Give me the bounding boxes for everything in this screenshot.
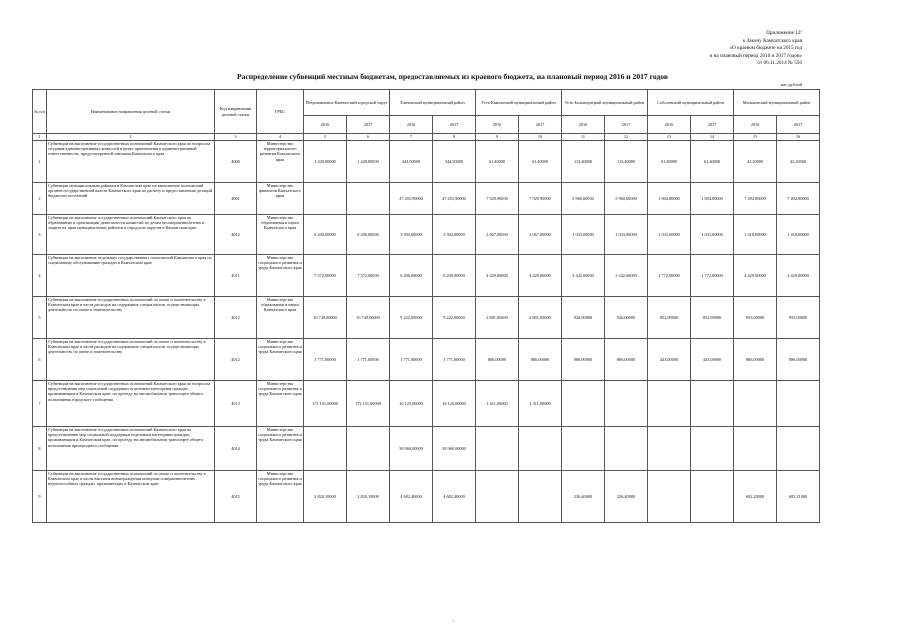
row-value: 926,00000	[605, 297, 648, 339]
row-value: 226,40000	[562, 471, 605, 523]
row-value: 3 342,00000	[605, 255, 648, 297]
row-value: 1 411,00000	[476, 381, 519, 427]
row-value: 1 772,00000	[648, 255, 691, 297]
row-grbs: Министерство образования и науки Камчатского края	[257, 297, 304, 339]
row-value	[347, 427, 390, 471]
row-value: 1 771,00000	[304, 339, 347, 381]
row-value: 226,40000	[605, 471, 648, 523]
column-number: 12	[605, 134, 648, 141]
column-number: 1	[33, 134, 47, 141]
row-value	[691, 427, 734, 471]
header-district: Соболевский муниципальный район	[648, 90, 734, 116]
column-number: 7	[390, 134, 433, 141]
header-district: Мильковский муниципальный район	[734, 90, 820, 116]
header-year: 2016	[476, 116, 519, 134]
subvention-table	[32, 89, 820, 523]
row-value: 1 418,00000	[734, 215, 777, 255]
row-value: 61,40000	[519, 141, 562, 183]
row-grbs: Министерство социального развития и труда Камчатского края	[257, 381, 304, 427]
row-value: 4 682,40000	[433, 471, 476, 523]
row-value: 47 455,90000	[390, 183, 433, 215]
row-value: 1 771,00000	[433, 339, 476, 381]
row-value: 7 929,90000	[476, 183, 519, 215]
row-value: 4 429,00000	[734, 255, 777, 297]
row-code: 4008	[215, 141, 257, 183]
row-value: 113,40000	[562, 141, 605, 183]
row-value: 4 429,00000	[519, 255, 562, 297]
row-value: 61,40000	[648, 141, 691, 183]
column-number: 9	[476, 134, 519, 141]
row-value: 1 429,80000	[304, 141, 347, 183]
table-row	[33, 339, 820, 381]
row-value: 16 749,00000	[347, 297, 390, 339]
row-value: 61,40000	[691, 141, 734, 183]
column-number: 10	[519, 134, 562, 141]
row-value: 3 392,00000	[390, 215, 433, 255]
row-value: 2 801,00000	[476, 297, 519, 339]
row-value: 16 749,00000	[304, 297, 347, 339]
row-value	[648, 427, 691, 471]
row-value: 955,00000	[734, 297, 777, 339]
row-name: Субвенции на выполнение государственных полномочий по опеке и попечительству в Камчатском крае в части выплаты вознаграждения опекунам совершеннолетних недееспособных граждан, проживающих в Камчатском крае	[47, 471, 215, 523]
row-value: 852,90000	[648, 297, 691, 339]
document-title: Распределение субвенций местным бюджетам, предоставляемых из краевого бюджета, на плановый период 2016 и 2017 годов	[236, 72, 669, 81]
row-value: 682,29000	[734, 471, 777, 523]
header-year: 2017	[433, 116, 476, 134]
row-value: 1 429,80000	[347, 141, 390, 183]
table-row	[33, 471, 820, 523]
row-code: 4012	[215, 339, 257, 381]
row-grbs: Министерство социального развития и труда Камчатского края	[257, 255, 304, 297]
row-code: 4015	[215, 471, 257, 523]
row-grbs: Министерство образования и науки Камчатского края	[257, 215, 304, 255]
column-number-row	[33, 134, 820, 141]
row-name: Субвенции на выполнение государственных полномочий Камчатского края по вопросам создания административных комиссий в целях привлечения к административной ответственности, предусмотренной законами Камчатского края	[47, 141, 215, 183]
row-value: 2 067,00000	[519, 215, 562, 255]
column-number: 16	[777, 134, 820, 141]
row-number: 5	[33, 297, 47, 339]
row-value: 9 222,00000	[390, 297, 433, 339]
row-value: 38 960,00000	[390, 427, 433, 471]
table-row	[33, 255, 820, 297]
row-name: Субвенции на выполнение государственных полномочий Камчатского края по вопросам предоставления мер социальной поддержки отдельным категориям граждан, проживающим в Камчатском крае, по проезду на автомобильном транспорте общего пользования городского сообщения	[47, 381, 215, 427]
row-number: 1	[33, 141, 47, 183]
row-value: 2 820,10000	[304, 471, 347, 523]
header-district: Усть-Большерецкий муниципальный район	[562, 90, 648, 116]
row-value: 443,00000	[691, 339, 734, 381]
row-value: 2 067,00000	[476, 215, 519, 255]
row-code: 4013	[215, 381, 257, 427]
row-value	[304, 183, 347, 215]
row-value	[304, 427, 347, 471]
row-value: 171 151,00000	[347, 381, 390, 427]
row-value: 6 200,00000	[390, 255, 433, 297]
row-code: 4012	[215, 297, 257, 339]
row-number: 8	[33, 427, 47, 471]
row-value: 852,90000	[691, 297, 734, 339]
row-value: 7 492,80000	[734, 183, 777, 215]
row-value: 2 801,00000	[519, 297, 562, 339]
column-number: 2	[47, 134, 215, 141]
header-year: 2017	[691, 116, 734, 134]
row-code: 4011	[215, 255, 257, 297]
row-value: 113,40000	[605, 141, 648, 183]
row-value: 1 033,00000	[562, 215, 605, 255]
row-value: 171 151,00000	[304, 381, 347, 427]
table-row	[33, 297, 820, 339]
row-value: 42,20000	[777, 141, 820, 183]
header-year: 2016	[304, 116, 347, 134]
row-value: 886,00000	[562, 339, 605, 381]
row-value: 1 771,00000	[390, 339, 433, 381]
header-grbs: ГРБС	[257, 90, 304, 134]
column-number: 11	[562, 134, 605, 141]
row-value	[605, 427, 648, 471]
column-number: 3	[215, 134, 257, 141]
row-number: 9	[33, 471, 47, 523]
row-number: 3	[33, 215, 47, 255]
row-value: 344,50000	[390, 141, 433, 183]
row-grbs: Министерство социального развития и труда Камчатского края	[257, 427, 304, 471]
row-value: 4 429,00000	[476, 255, 519, 297]
column-number: 4	[257, 134, 304, 141]
row-value: 886,00000	[519, 339, 562, 381]
row-value: 5 960,60000	[562, 183, 605, 215]
header-year: 2016	[734, 116, 777, 134]
row-value	[777, 427, 820, 471]
row-number: 4	[33, 255, 47, 297]
table-row	[33, 183, 820, 215]
row-value	[648, 381, 691, 427]
row-value	[734, 427, 777, 471]
row-value: 7 929,90000	[519, 183, 562, 215]
row-value: 7 572,00000	[304, 255, 347, 297]
row-value: 4 682,40000	[390, 471, 433, 523]
column-number: 5	[304, 134, 347, 141]
page-mark: 1	[452, 618, 454, 623]
row-value: 443,00000	[648, 339, 691, 381]
row-value: 955,00000	[777, 297, 820, 339]
row-value: 3 392,00000	[433, 215, 476, 255]
header-name: Наименование направления целевой статьи	[47, 90, 215, 134]
row-number: 2	[33, 183, 47, 215]
approval-line: от 06.11.2014 № 556	[757, 60, 802, 67]
row-value	[562, 381, 605, 427]
row-value	[476, 427, 519, 471]
row-value: 886,00000	[476, 339, 519, 381]
row-value: 6 200,00000	[433, 255, 476, 297]
row-grbs: Министерство социального развития и труда Камчатского края	[257, 339, 304, 381]
row-name: Субвенции на выполнение государственных полномочий Камчатского края по предоставлению мер социальной поддержки отдельным категориям граждан, проживающим в Камчатском крае, по проезду на автомобильном транспорте общего пользования пригородного сообщения	[47, 427, 215, 471]
header-district: Усть-Камчатский муниципальный район	[476, 90, 562, 116]
approval-line: «О краевом бюджете на 2015 год	[729, 45, 802, 52]
row-value: 1 772,00000	[691, 255, 734, 297]
row-value: 61,40000	[476, 141, 519, 183]
row-name: Субвенции на выполнение отдельных государственных полномочий Камчатского края по социальному обслуживанию граждан в Камчатском крае	[47, 255, 215, 297]
row-value: 1 771,00000	[347, 339, 390, 381]
row-value: 683,21000	[777, 471, 820, 523]
row-name: Субвенции на выполнение государственных полномочий по опеке и попечительству в Камчатском крае в части расходов на содержание специалистов, осуществляющих деятельность по опеке и попечительству	[47, 297, 215, 339]
table-row	[33, 381, 820, 427]
header-year: 2017	[347, 116, 390, 134]
row-code: 4001	[215, 183, 257, 215]
row-value	[562, 427, 605, 471]
row-value: 2 820,10000	[347, 471, 390, 523]
header-year: 2016	[562, 116, 605, 134]
row-value: 1 804,80000	[691, 183, 734, 215]
row-value: 1 033,00000	[605, 215, 648, 255]
row-value: 7 492,80000	[777, 183, 820, 215]
row-code: 4012	[215, 215, 257, 255]
row-value: 1 418,00000	[777, 215, 820, 255]
table-row	[33, 427, 820, 471]
row-value: 886,00000	[605, 339, 648, 381]
row-value: 16 125,00000	[390, 381, 433, 427]
approval-line: и на плановый период 2016 и 2017 годов»	[709, 52, 802, 59]
row-grbs: Министерство социального развития и труда Камчатского края	[257, 471, 304, 523]
row-value: 1 804,80000	[648, 183, 691, 215]
row-value: 1 033,00000	[691, 215, 734, 255]
row-value: 47 455,90000	[433, 183, 476, 215]
row-value: 6 200,00000	[347, 215, 390, 255]
row-value	[734, 381, 777, 427]
header-code: Код направления целевой статьи	[215, 90, 257, 134]
approval-line: к Закону Камчатского края	[742, 37, 802, 44]
row-value: 886,00000	[777, 339, 820, 381]
row-value: 886,00000	[734, 339, 777, 381]
header-district: Петропавловск-Камчатский городской округ	[304, 90, 390, 116]
header-district: Елизовский муниципальный район	[390, 90, 476, 116]
header-year: 2016	[390, 116, 433, 134]
row-value: 16 125,00000	[433, 381, 476, 427]
row-value	[476, 471, 519, 523]
row-name: Субвенции на выполнение государственных полномочий по опеке и попечительству в Камчатском крае в части расходов на содержание специалистов, осуществляющих деятельность по опеке и попечительству	[47, 339, 215, 381]
row-number: 7	[33, 381, 47, 427]
column-number: 15	[734, 134, 777, 141]
header-year: 2017	[777, 116, 820, 134]
row-value	[347, 183, 390, 215]
row-name: Субвенции муниципальным районам в Камчатском крае на выполнение полномочий органов государственной власти Камчатского края по расчету и предоставлению дотаций бюджетам поселений	[47, 183, 215, 215]
row-value: 1 033,00000	[648, 215, 691, 255]
header-n: № п/п	[33, 90, 47, 134]
row-value	[519, 471, 562, 523]
row-value: 7 572,00000	[347, 255, 390, 297]
header-year: 2016	[648, 116, 691, 134]
column-number: 6	[347, 134, 390, 141]
table-row	[33, 141, 820, 183]
row-grbs: Министерство финансов Камчатского края	[257, 183, 304, 215]
column-number: 13	[648, 134, 691, 141]
row-grbs: Министерство территориального развития Камчатского края	[257, 141, 304, 183]
column-number: 8	[433, 134, 476, 141]
row-value: 1 411,00000	[519, 381, 562, 427]
row-value	[691, 381, 734, 427]
row-value: 4 429,00000	[777, 255, 820, 297]
row-name: Субвенции на выполнение государственных полномочий Камчатского края по образованию и организации деятельности комиссий по делам несовершеннолетних и защите их прав муниципальных районов и городских округов в Камчатском крае	[47, 215, 215, 255]
row-value	[519, 427, 562, 471]
row-value	[691, 471, 734, 523]
row-number: 6	[33, 339, 47, 381]
row-value: 926,00000	[562, 297, 605, 339]
header-year: 2017	[519, 116, 562, 134]
row-value: 344,50000	[433, 141, 476, 183]
approval-note	[710, 30, 802, 68]
row-value: 38 960,00000	[433, 427, 476, 471]
table-row	[33, 215, 820, 255]
header-year: 2017	[605, 116, 648, 134]
row-value	[605, 381, 648, 427]
approval-line: Приложение 12¹	[766, 30, 802, 36]
row-value: 6 200,00000	[304, 215, 347, 255]
column-number: 14	[691, 134, 734, 141]
row-code: 4014	[215, 427, 257, 471]
row-value	[648, 471, 691, 523]
row-value	[777, 381, 820, 427]
row-value: 5 960,60000	[605, 183, 648, 215]
row-value: 42,20000	[734, 141, 777, 183]
units-label: тыс.рублей	[780, 82, 802, 87]
row-value: 9 222,00000	[433, 297, 476, 339]
row-value: 3 342,00000	[562, 255, 605, 297]
